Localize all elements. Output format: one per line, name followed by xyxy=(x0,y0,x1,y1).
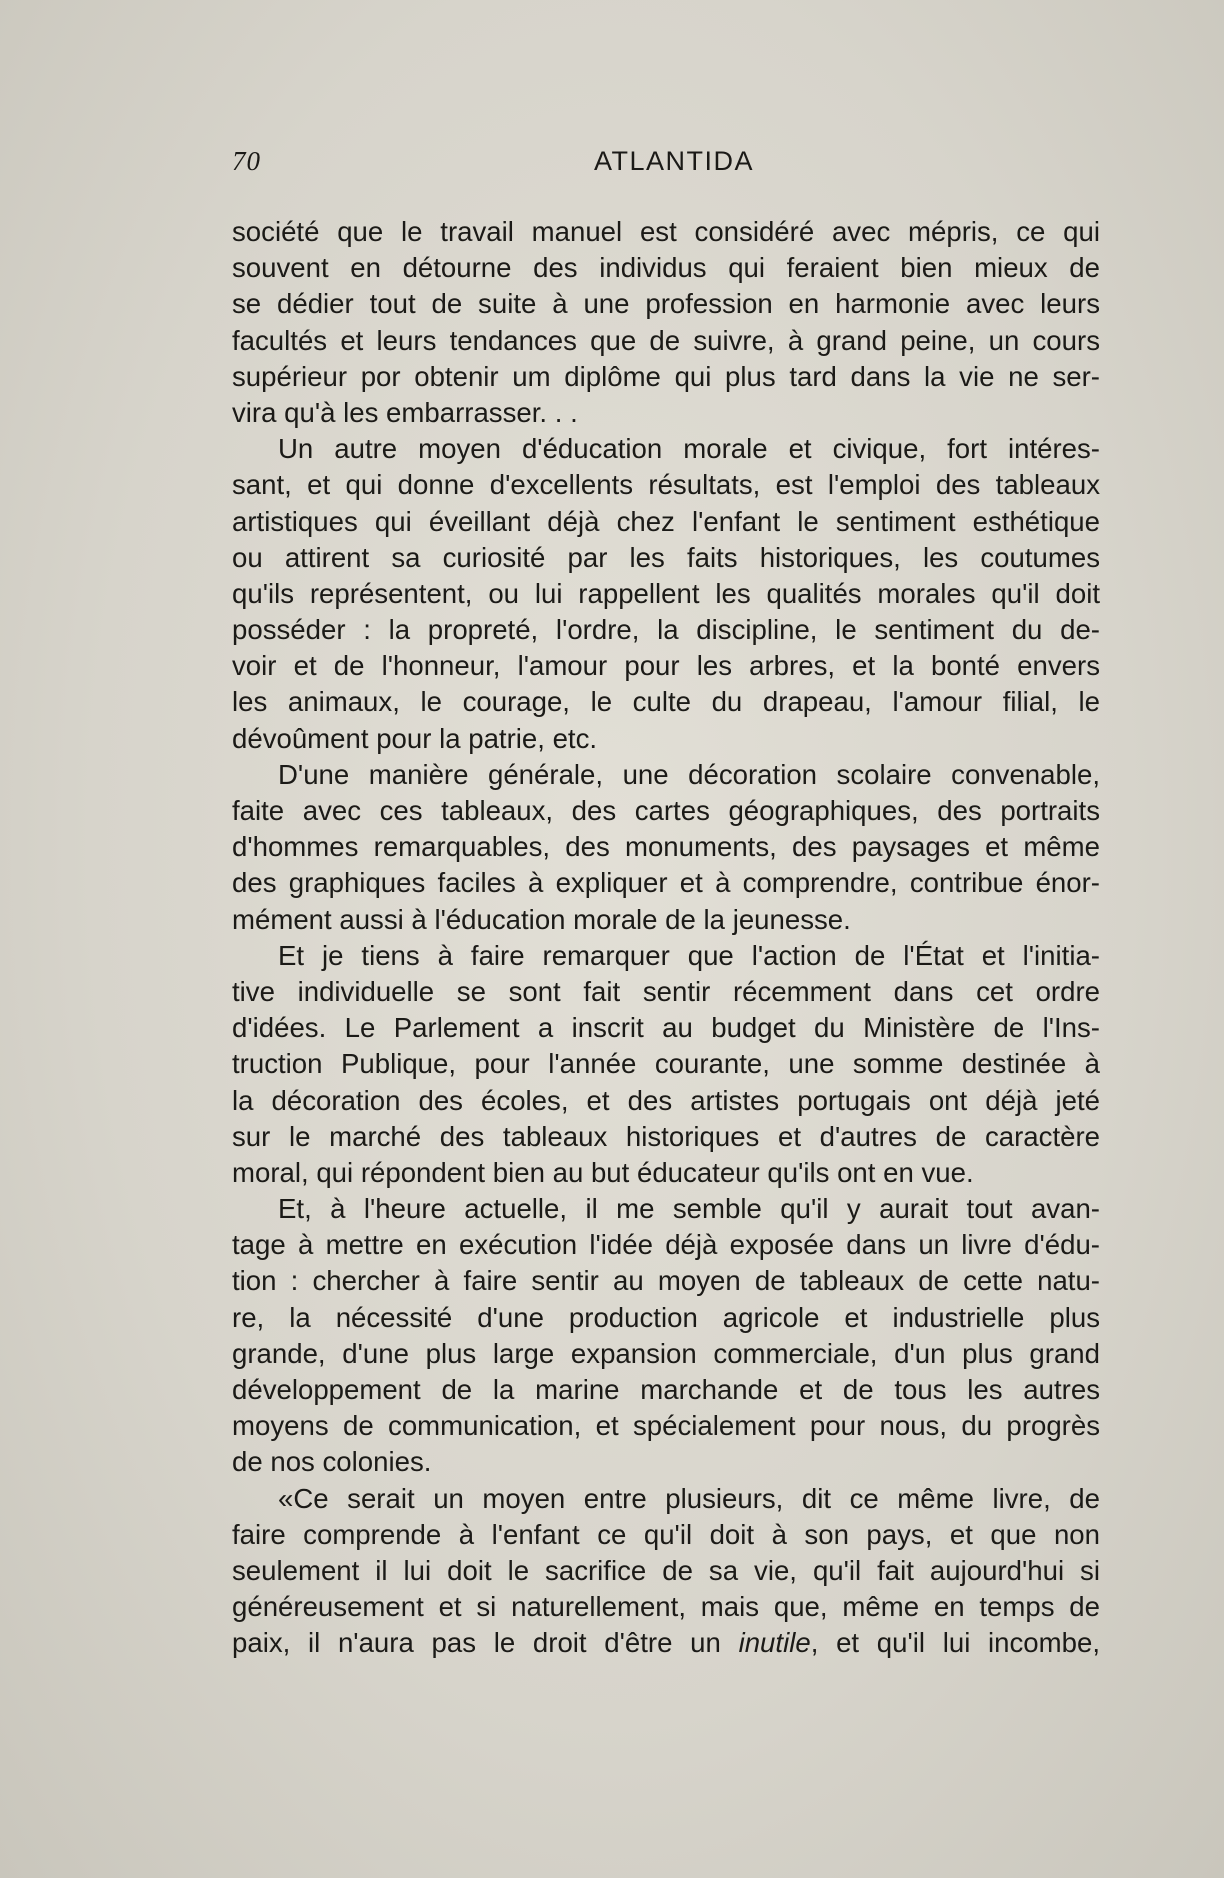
text-line: facultés et leurs tendances que de suivre, à grand peine, un cours xyxy=(232,324,1100,356)
text-line: mément aussi à l'éducation morale de la jeunesse. xyxy=(232,903,851,935)
text-line: posséder : la propreté, l'ordre, la discipline, le sentiment du de- xyxy=(232,614,1100,646)
text-line: «Ce serait un moyen entre plusieurs, dit ce même livre, de xyxy=(278,1482,1100,1514)
text-line: des graphiques faciles à expliquer et à comprendre, contribue énor- xyxy=(232,867,1100,899)
text-line: ou attirent sa curiosité par les faits historiques, les coutumes xyxy=(232,541,1100,573)
body-text xyxy=(232,214,1100,1662)
emphasized-word: inutile xyxy=(738,1627,811,1659)
text-line: d'hommes remarquables, des monuments, des paysages et même xyxy=(232,831,1100,863)
text-line: seulement il lui doit le sacrifice de sa vie, qu'il fait aujourd'hui si xyxy=(232,1554,1100,1586)
text-line: re, la nécessité d'une production agricole et industrielle plus xyxy=(232,1301,1100,1333)
text-line: truction Publique, pour l'année courante, une somme destinée à xyxy=(232,1048,1100,1080)
text-line: de nos colonies. xyxy=(232,1446,432,1478)
text-line: tion : chercher à faire sentir au moyen de tableaux de cette natu- xyxy=(232,1265,1100,1297)
text-line: faite avec ces tableaux, des cartes géographiques, des portraits xyxy=(232,795,1100,826)
text-line: qu'ils représentent, ou lui rappellent les qualités morales qu'il doit xyxy=(232,577,1100,609)
text-line: dévoûment pour la patrie, etc. xyxy=(232,722,598,754)
page-header xyxy=(232,146,755,186)
text-line: faire comprende à l'enfant ce qu'il doit à son pays, et que non xyxy=(232,1518,1100,1550)
text-line: vira qu'à les embarrasser. . . xyxy=(232,396,578,428)
text-line: d'idées. Le Parlement a inscrit au budget du Ministère de l'Ins- xyxy=(232,1012,1100,1044)
text-line: développement de la marine marchande et de tous les autres xyxy=(232,1374,1100,1405)
text-line: société que le travail manuel est considéré avec mépris, ce qui xyxy=(232,216,1100,247)
text-line: la décoration des écoles, et des artistes portugais ont déjà jeté xyxy=(232,1084,1100,1116)
text-line: Et je tiens à faire remarquer que l'action de l'État et l'initia- xyxy=(278,939,1100,971)
text-line: moyens de communication, et spécialement pour nous, du progrès xyxy=(232,1410,1100,1442)
text-line: sur le marché des tableaux historiques et d'autres de caractère xyxy=(232,1120,1100,1152)
text-line: Un autre moyen d'éducation morale et civique, fort intéres- xyxy=(278,433,1100,465)
text-line: généreusement et si naturellement, mais que, même en temps de xyxy=(232,1591,1100,1623)
text-line: supérieur por obtenir um diplôme qui plus tard dans la vie ne ser- xyxy=(232,360,1100,392)
text-line: tage à mettre en exécution l'idée déjà exposée dans un livre d'édu- xyxy=(232,1229,1100,1261)
text-line: D'une manière générale, une décoration scolaire convenable, xyxy=(278,758,1100,790)
page-number: 70 xyxy=(232,146,261,176)
text-line: voir et de l'honneur, l'amour pour les arbres, et la bonté envers xyxy=(232,650,1100,682)
text-line: paix, il n'aura pas le droit d'être un inutile, et qu'il lui incombe, xyxy=(232,1627,1100,1659)
text-line: Et, à l'heure actuelle, il me semble qu'il y aurait tout avan- xyxy=(278,1193,1100,1225)
text-line: artistiques qui éveillant déjà chez l'enfant le sentiment esthétique xyxy=(232,505,1100,537)
text-line: grande, d'une plus large expansion commerciale, d'un plus grand xyxy=(232,1337,1100,1369)
text-line: tive individuelle se sont fait sentir récemment dans cet ordre xyxy=(232,975,1100,1007)
text-line: sant, et qui donne d'excellents résultats, est l'emploi des tableaux xyxy=(232,469,1100,501)
text-line: souvent en détourne des individus qui feraient bien mieux de xyxy=(232,252,1100,284)
text-line: les animaux, le courage, le culte du drapeau, l'amour filial, le xyxy=(232,686,1100,718)
text-line: se dédier tout de suite à une profession en harmonie avec leurs xyxy=(232,288,1100,320)
text-line: moral, qui répondent bien au but éducateur qu'ils ont en vue. xyxy=(232,1156,974,1188)
running-title: ATLANTIDA xyxy=(594,146,755,176)
